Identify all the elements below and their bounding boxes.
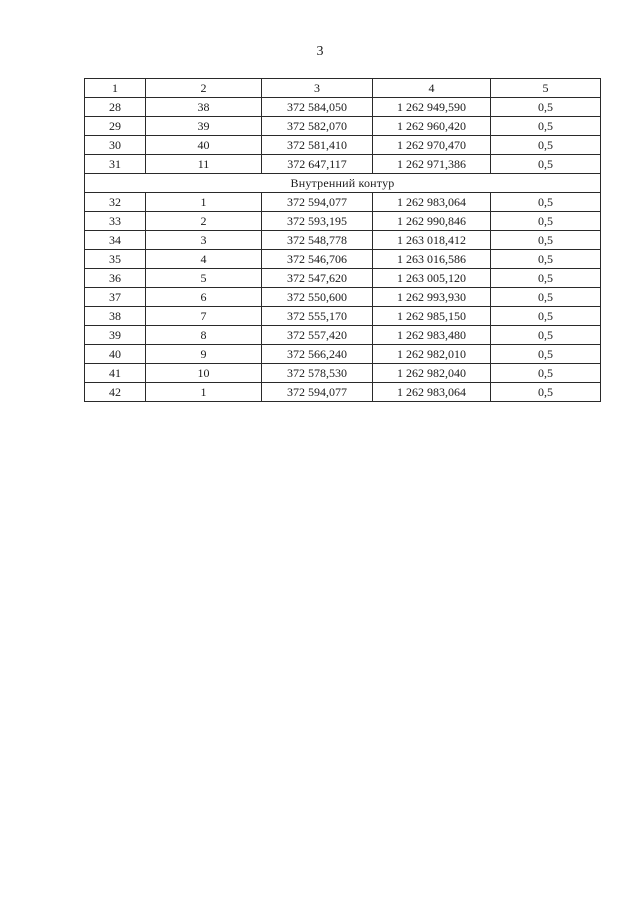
table-cell: 372 593,195	[262, 212, 373, 231]
table-cell: 0,5	[491, 98, 601, 117]
table-cell: 1 262 983,064	[373, 383, 491, 402]
table-row	[85, 155, 601, 174]
table-cell: 3	[146, 231, 262, 250]
header-cell: 4	[373, 79, 491, 98]
table-cell: 372 647,117	[262, 155, 373, 174]
table-cell: 372 594,077	[262, 193, 373, 212]
table-row	[85, 307, 601, 326]
coordinates-table-body	[85, 79, 601, 402]
table-row	[85, 383, 601, 402]
table-cell: 1 262 983,480	[373, 326, 491, 345]
table-cell: 8	[146, 326, 262, 345]
table-cell: 1 262 990,846	[373, 212, 491, 231]
table-header-row	[85, 79, 601, 98]
table-row	[85, 117, 601, 136]
table-cell: 1	[146, 193, 262, 212]
table-cell: 38	[146, 98, 262, 117]
table-cell: 39	[146, 117, 262, 136]
table-cell: 0,5	[491, 288, 601, 307]
table-cell: 1 263 018,412	[373, 231, 491, 250]
table-cell: 0,5	[491, 155, 601, 174]
header-cell: 5	[491, 79, 601, 98]
section-title: Внутренний контур	[85, 174, 601, 193]
table-row	[85, 98, 601, 117]
table-cell: 372 584,050	[262, 98, 373, 117]
table-row	[85, 326, 601, 345]
page-number: 3	[316, 44, 324, 59]
table-cell: 5	[146, 269, 262, 288]
table-cell: 0,5	[491, 307, 601, 326]
section-row	[85, 174, 601, 193]
table-cell: 11	[146, 155, 262, 174]
table-cell: 1 262 960,420	[373, 117, 491, 136]
table-cell: 0,5	[491, 383, 601, 402]
table-cell: 1 262 983,064	[373, 193, 491, 212]
table-cell: 0,5	[491, 117, 601, 136]
table-cell: 28	[85, 98, 146, 117]
table-cell: 372 546,706	[262, 250, 373, 269]
table-cell: 0,5	[491, 231, 601, 250]
table-cell: 1 262 985,150	[373, 307, 491, 326]
table-cell: 0,5	[491, 269, 601, 288]
table-cell: 0,5	[491, 193, 601, 212]
table-cell: 41	[85, 364, 146, 383]
header-cell: 1	[85, 79, 146, 98]
table-cell: 9	[146, 345, 262, 364]
table-cell: 372 581,410	[262, 136, 373, 155]
table-cell: 0,5	[491, 326, 601, 345]
table-cell: 1	[146, 383, 262, 402]
header-cell: 3	[262, 79, 373, 98]
coordinates-table	[84, 78, 601, 402]
table-cell: 372 582,070	[262, 117, 373, 136]
table-cell: 42	[85, 383, 146, 402]
table-cell: 1 262 971,386	[373, 155, 491, 174]
table-cell: 30	[85, 136, 146, 155]
table-cell: 4	[146, 250, 262, 269]
table-cell: 40	[85, 345, 146, 364]
table-cell: 0,5	[491, 250, 601, 269]
table-cell: 372 557,420	[262, 326, 373, 345]
table-row	[85, 269, 601, 288]
table-cell: 1 262 993,930	[373, 288, 491, 307]
table-row	[85, 136, 601, 155]
table-row	[85, 250, 601, 269]
table-cell: 6	[146, 288, 262, 307]
table-cell: 36	[85, 269, 146, 288]
table-cell: 372 548,778	[262, 231, 373, 250]
table-cell: 40	[146, 136, 262, 155]
table-cell: 31	[85, 155, 146, 174]
table-cell: 35	[85, 250, 146, 269]
table-cell: 372 550,600	[262, 288, 373, 307]
table-cell: 0,5	[491, 364, 601, 383]
table-cell: 372 594,077	[262, 383, 373, 402]
table-cell: 10	[146, 364, 262, 383]
table-cell: 2	[146, 212, 262, 231]
table-cell: 372 566,240	[262, 345, 373, 364]
table-cell: 32	[85, 193, 146, 212]
table-row	[85, 212, 601, 231]
table-cell: 1 262 949,590	[373, 98, 491, 117]
table-cell: 0,5	[491, 212, 601, 231]
table-cell: 29	[85, 117, 146, 136]
table-cell: 33	[85, 212, 146, 231]
table-cell: 34	[85, 231, 146, 250]
table-cell: 1 262 970,470	[373, 136, 491, 155]
table-cell: 1 262 982,010	[373, 345, 491, 364]
table-row	[85, 193, 601, 212]
table-cell: 7	[146, 307, 262, 326]
header-cell: 2	[146, 79, 262, 98]
table-cell: 1 263 005,120	[373, 269, 491, 288]
table-cell: 372 555,170	[262, 307, 373, 326]
table-cell: 0,5	[491, 136, 601, 155]
table-row	[85, 288, 601, 307]
table-cell: 372 578,530	[262, 364, 373, 383]
table-row	[85, 345, 601, 364]
table-cell: 39	[85, 326, 146, 345]
table-cell: 372 547,620	[262, 269, 373, 288]
table-cell: 1 262 982,040	[373, 364, 491, 383]
table-cell: 37	[85, 288, 146, 307]
table-row	[85, 231, 601, 250]
table-cell: 1 263 016,586	[373, 250, 491, 269]
table-cell: 0,5	[491, 345, 601, 364]
table-cell: 38	[85, 307, 146, 326]
table-row	[85, 364, 601, 383]
